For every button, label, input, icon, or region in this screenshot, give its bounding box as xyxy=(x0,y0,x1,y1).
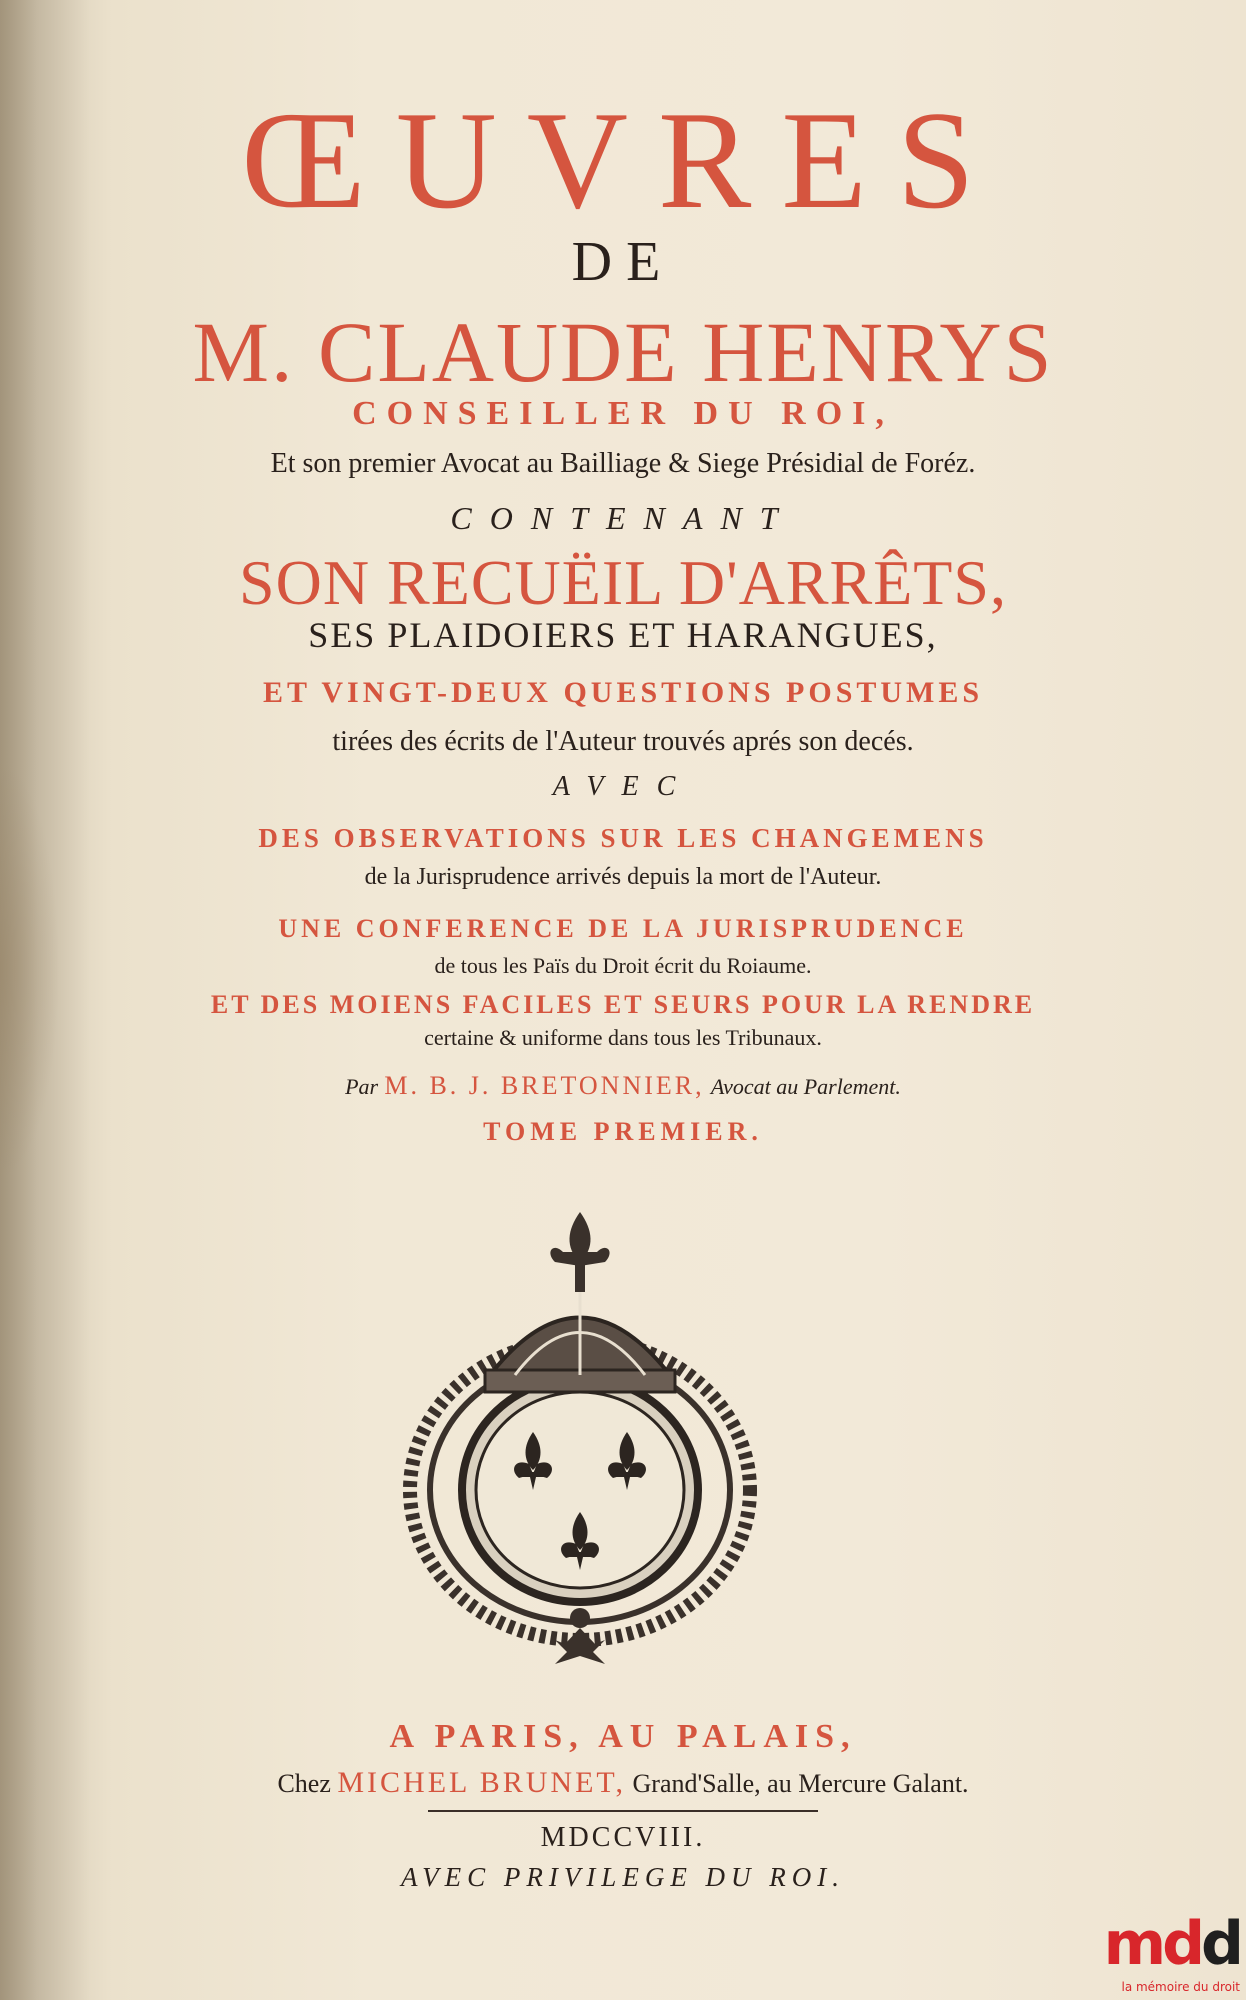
title-de: DE xyxy=(571,231,675,293)
observations-note: de la Jurisprudence arrivés depuis la mort de l'Auteur. xyxy=(364,864,882,890)
imprint-place: A PARIS, AU PALAIS, xyxy=(389,1718,857,1755)
moiens-heading: ET DES MOIENS FACILES ET SEURS POUR LA RENDRE xyxy=(210,990,1036,1019)
editor-line xyxy=(0,1071,1246,1101)
plaidoiers-heading: SES PLAIDOIERS ET HARANGUES, xyxy=(308,615,938,655)
avec-label: AVEC xyxy=(552,771,694,802)
conference-heading: UNE CONFERENCE DE LA JURISPRUDENCE xyxy=(278,914,968,943)
author-subtitle: Et son premier Avocat au Bailliage & Siege Présidial de Foréz. xyxy=(270,448,976,479)
observations-heading: DES OBSERVATIONS SUR LES CHANGEMENS xyxy=(258,823,988,853)
imprint-printer-line xyxy=(0,1766,1246,1800)
mdd-logo-tagline: la mémoire du droit xyxy=(1121,1980,1240,1994)
printer-name: MICHEL BRUNET, xyxy=(337,1766,627,1799)
royal-arms-fleur-de-lis-icon xyxy=(395,1200,765,1670)
conference-note: de tous les Païs du Droit écrit du Roiaume. xyxy=(434,953,812,978)
chez-label: Chez xyxy=(277,1769,331,1798)
editor-role: Avocat au Parlement. xyxy=(710,1074,901,1099)
tome-label: TOME PREMIER. xyxy=(483,1117,763,1146)
par-label: Par xyxy=(345,1074,379,1099)
mdd-watermark-logo xyxy=(1080,1909,1240,1994)
moiens-note: certaine & uniforme dans tous les Tribunaux. xyxy=(424,1025,822,1050)
author-function: CONSEILLER DU ROI, xyxy=(352,395,894,432)
contenant-label: CONTENANT xyxy=(450,500,796,536)
questions-heading: ET VINGT-DEUX QUESTIONS POSTUMES xyxy=(262,676,984,709)
mdd-logo-mark: mdd xyxy=(1103,1909,1240,1979)
questions-note: tirées des écrits de l'Auteur trouvés aprés son decés. xyxy=(332,726,914,757)
author-name: M. CLAUDE HENRYS xyxy=(192,304,1054,400)
imprint-date: MDCCVIII. xyxy=(540,1822,706,1853)
imprint-privilege: AVEC PRIVILEGE DU ROI. xyxy=(400,1862,846,1892)
imprint-rule xyxy=(428,1810,818,1812)
printer-address: Grand'Salle, au Mercure Galant. xyxy=(632,1769,969,1798)
recueil-heading: SON RECUËIL D'ARRÊTS, xyxy=(239,547,1007,618)
editor-name: M. B. J. BRETONNIER, xyxy=(384,1071,705,1100)
book-title: ŒUVRES xyxy=(241,83,1005,238)
